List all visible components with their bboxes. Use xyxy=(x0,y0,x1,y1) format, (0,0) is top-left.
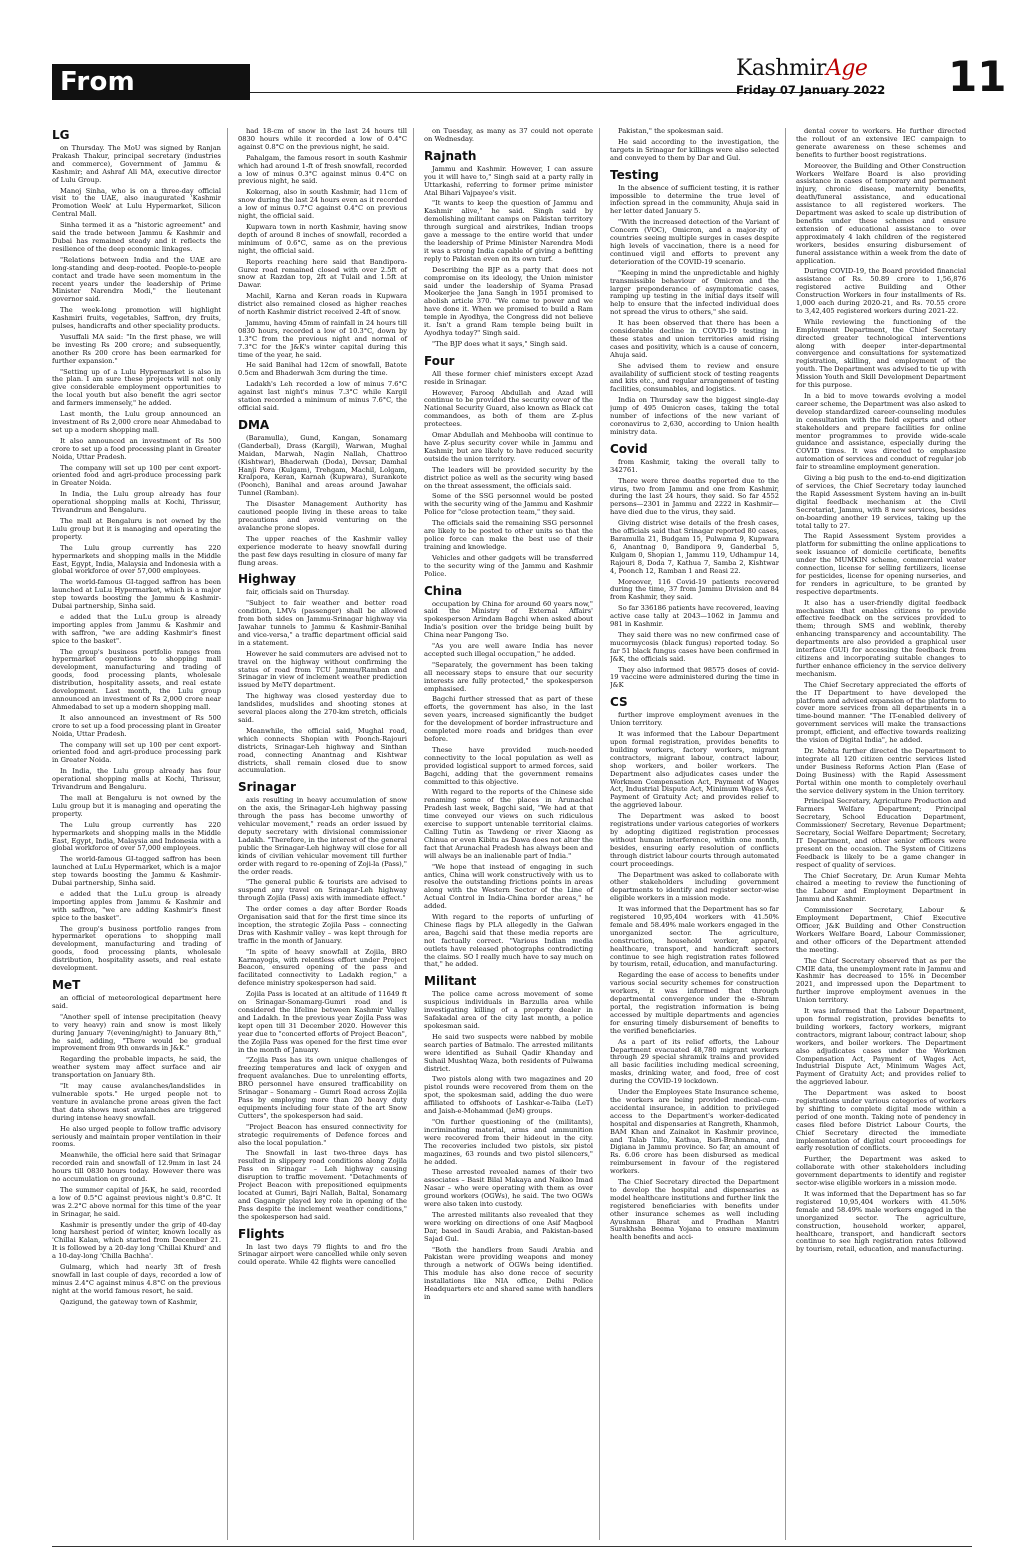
article-paragraph: India on Thursday saw the biggest single-day jump of 495 Omicron cases, taking the total number of infections of the new variant of coronavirus to 2,630, according to Union health ministry data. xyxy=(610,396,779,436)
article-paragraph: "On further questioning of the (militants), incriminating material, arms and ammunition were recovered from their hideout in the city. The recoveries included two pistols, six pistol magazines, 63 rounds and two pistol silencers," he added. xyxy=(424,1117,593,1166)
article-paragraph: Zojila Pass is located at an altitude of 11649 ft on Srinagar-Sonamarg-Gumri road and is considered the lifeline between Kashmir Valley and Ladakh. In the previous year Zojila Pass was kept open till 31 December 2020. However this year due to "concerted efforts of Project Beacon", the Zojila Pass was opened for the first time ever in the month of January. xyxy=(238,990,407,1054)
dateline: Friday 07 January 2022 xyxy=(736,83,886,97)
article-paragraph: "Project Beacon has ensured connectivity for strategic requirements of Defence forces and also the local population." xyxy=(238,1122,407,1147)
article-paragraph: "The general public & tourists are advised to suspend any travel on Srinagar-Leh highway through Zojila (Pass) axis with immediate effect." xyxy=(238,878,407,903)
article-heading: CS xyxy=(610,695,628,710)
article-paragraph: All these former chief ministers except Azad reside in Srinagar. xyxy=(424,369,593,386)
article-heading: Testing xyxy=(610,167,659,182)
article-paragraph: The week-long promotion will highlight Kashmiri fruits, vegetables, Saffron, dry fruits, pulses, handicrafts and other speciality products. xyxy=(52,306,221,331)
article-paragraph: Giving a big push to the end-to-end digitization of services, the Chief Secretary today launched the Rapid Assessment System having an in-built digital feedback mechanism at the Civil Secretariat, Jammu, with 8 new services, besides on-boarding another 19 services, taking up the total tally to 27. xyxy=(796,474,966,530)
article-paragraph: had 18-cm of snow in the last 24 hours till 0830 hours while it recorded a low of 0.4°C against 0.8°C on the previous night, he said. xyxy=(238,128,407,151)
article-paragraph: Kokernag, also in south Kashmir, had 11cm of snow during the last 24 hours even as it recorded a low of minus 0.7°C against 0.4°C on previous night, the official said. xyxy=(238,188,407,221)
article-paragraph: In the absence of sufficient testing, it is rather impossible to determine the true level of infection spread in the community, Ahuja said in her letter dated January 5. xyxy=(610,183,779,216)
article-paragraph: fair, officials said on Thursday. xyxy=(246,588,350,597)
article-paragraph: The order comes a day after Border Roads Organisation said that for the first time since its inception, the strategic Zojila Pass – connecting Dras with Kashmir valley – was kept through for traffic in the month of January. xyxy=(238,905,407,945)
masthead xyxy=(736,56,936,97)
article-paragraph: However he said commuters are advised not to travel on the highway without confirming the status of road from TCU Jammu/Ramban and Srinagar in view of inclement weather prediction issued by MeTY department. xyxy=(238,649,407,690)
page-number: 11 xyxy=(948,52,1007,101)
article-paragraph: Principal Secretary, Agriculture Production and Farmers Welfare Department; Principal Secretary, School Education Department, Commissioner/ Secretary, Revenue Department; Secretary, Social Welfare Department; Secretary, IT Department, and other senior officers were present on the occasion. The System of Citizens Feedback is likely to be a game changer in respect of quality of services. xyxy=(796,797,966,869)
article-heading: MeT xyxy=(52,978,81,992)
article-paragraph: Under the Employees State Insurance scheme, the workers are being provided medical-cum-accidental insurance, in addition to privileged access to the Department's worker-dedicated hospital and dispensaries at Rangreth, Khanmoh, BAM Khan and Zainakot in Kashmir province, and Talab Tillo, Kathua, Bari-Brahmana, and Digiana in Jammu province. So far, an amount of Rs. 6.06 crore has been disbursed as medical reimbursement in favour of the registered workers. xyxy=(610,1088,779,1176)
article-paragraph: The world-famous GI-tagged saffron has been launched at LuLu Hypermarket, which is a major step towards boosting the Jammu & Kashmir-Dubai partnership, Sinha said. xyxy=(52,855,221,888)
article-paragraph: These arrested revealed names of their two associates – Basit Bilal Makaya and Naikoo Imad Nasar – who were operating with them as over ground workers (OGWs), he said. The two OGWs were also taken into custody. xyxy=(424,1168,593,1209)
article-paragraph: The highway was closed yesterday due to landslides, mudslides and shooting stones at several places along the 270-km stretch, officials said. xyxy=(238,692,407,724)
article-paragraph: It was informed that the Labour Department upon formal registration, provides benefits to building workers, factory workers, migrant contractors, migrant labour, contract labour, shop workers, and boiler workers. The Department also adjudicates cases under the Workmen Compensation Act, Payment of Wages Act, Industrial Dispute Act, Minimum Wages Act, Payment of Gratuity Act; and provides relief to the aggrieved labour. xyxy=(610,730,779,810)
article-paragraph: "Keeping in mind the unpredictable and highly transmissible behaviour of Omicron and the larger preponderance of asymptomatic cases, ramping up testing in the initial days itself will help to ensure that the infected individual does not spread the virus to others," she said. xyxy=(610,268,779,317)
article-paragraph: The officials said the remaining SSG personnel are likely to be posted to other units so that the police force can make the best use of their training and knowledge. xyxy=(424,519,593,551)
article-heading: LG xyxy=(52,128,70,142)
article-paragraph: Meanwhile, the official here said that Srinagar recorded rain and snowfall of 12.9mm in last 24 hours till 0830 hours today. However there was no accumulation on ground. xyxy=(52,1151,221,1184)
article-paragraph: The company will set up 100 per cent export-oriented food and agri-produce processing park in Greater Noida. xyxy=(52,740,221,765)
article-paragraph: Reports reaching here said that Bandipora-Gurez road remained closed with over 2.5ft of snow at Razdan top, 2ft at Tulail and 1.5ft at Dawar. xyxy=(238,257,407,290)
article-paragraph: The Lulu group currently has 220 hypermarkets and shopping malls in the Middle East, Egypt, India, Malaysia and Indonesia with a global workforce of over 57,000 employees. xyxy=(52,820,221,853)
article-paragraph: The Department was asked to collaborate with other stakeholders including government departments to identify and register sector-wise eligible workers in a mission mode. xyxy=(610,870,779,903)
article-paragraph: With regard to the reports of unfurling of Chinese flags by PLA allegedly in the Galwan area, Bagchi said that these media reports are not factually correct. "Various Indian media outlets have released photographs contradicting the claims. SO I really much have to say much on that," he added. xyxy=(424,913,593,969)
article-paragraph: Qazigund, the gateway town of Kashmir, xyxy=(60,1297,198,1306)
article-paragraph: Vehicles and other gadgets will be transferred to the security wing of the Jammu and Kashmir Police. xyxy=(424,553,593,578)
article-paragraph: The police came across movement of some suspicious individuals in Barzulla area while investigating killing of a property dealer in Safakadal area of the city last month, a police spokesman said. xyxy=(424,990,593,1030)
article-paragraph: Commissioner Secretary, Labour & Employment Department, Chief Executive Officer, J&K Building and Other Construction Workers Welfare Board, Labour Commissioner, and other officers of the Department attended the meeting. xyxy=(796,906,966,954)
article-paragraph: Ladakh's Leh recorded a low of minus 7.6°C against last night's minus 7.3°C while Kargil station recorded a minimum of minus 7.6°C, the official said. xyxy=(238,380,407,412)
article-paragraph: Giving district wise details of the fresh cases, the officials said that Srinagar reported 80 cases, Baramulla 21, Budgam 15, Pulwama 9, Kupwara 6, Anantnag 0, Bandipora 9, Ganderbal 5, Kulgam 0, Shopian 1, Jammu 119, Udhampur 14, Rajouri 8, Doda 7, Kathua 7, Samba 2, Kishtwar 4, Poonch 12, Ramban 1 and Reasi 22. xyxy=(610,519,779,575)
article-paragraph: Manoj Sinha, who is on a three-day official visit to the UAE, also inaugurated 'Kashmir Promotion Week' at Lulu Hypermarket, Silicon Central Mall. xyxy=(52,186,221,219)
article-paragraph: They said there was no new confirmed case of mucormycosis (black fungus) reported today. So far 51 black fungus cases have been confirmed in J&K, the officials said. xyxy=(610,630,779,663)
article-paragraph: "It may cause avalanches/landslides in vulnerable spots." He urged people not to venture in avalanche prone areas given the fact that data shows most avalanches are triggered during intense heavy snowfall. xyxy=(52,1082,221,1122)
newspaper-logo xyxy=(736,56,936,81)
article-paragraph: It also announced an investment of Rs 500 crore to set up a food processing plant in Greater Noida, Uttar Pradesh. xyxy=(52,713,221,738)
article-paragraph: During COVID-19, the Board provided financial assistance of Rs. 50.89 crore to 1,56,876 registered active Building and Other Construction Workers in four installments of Rs. 1,000 each during 2020-21, and Rs. 70.55 crore to 3,42,405 registered workers during 2021-22. xyxy=(796,267,966,315)
article-paragraph: Further, the Department was asked to collaborate with other stakeholders including government departments to identify and register sector-wise eligible workers in a mission mode. xyxy=(796,1155,966,1188)
article-paragraph: further improve employment avenues in the Union territory. xyxy=(610,711,779,728)
article-heading: Militant xyxy=(424,974,477,989)
article-paragraph: Meanwhile, the official said, Mughal road, which connects Shopian with Poonch-Rajouri districts, Srinagar-Leh highway and Sinthan road, connecting Anantnag and Kishtwar districts, shall remain closed due to snow accumulation. xyxy=(238,726,407,775)
article-paragraph: Moreover, 116 Covid-19 patients recovered during the time, 37 from Jammu Division and 84 from Kashmir, they said. xyxy=(610,577,779,602)
article-paragraph: The Disaster Management Authority has cautioned people living in these areas to take precautions and avoid venturing on the avalanche prone slopes. xyxy=(238,500,407,532)
logo-kashmir: Kashmir xyxy=(736,56,826,81)
article-paragraph: "Zojila Pass has its own unique challenges of freezing temperatures and lack of oxygen and frequent avalanches. Due to unrelenting efforts, BRO personnel have ensured trafficability on Srinagar – Sonamarg – Gumri Road across Zojila Pass by employing more than 20 heavy duty equipments including four state of the art Snow Cutters", the spokesperson had said. xyxy=(238,1056,407,1120)
article-paragraph: axis resulting in heavy accumulation of snow on the axis, the Srinagar-Leh highway passing through the pass has become unworthy of vehicular movement," reads an order issued by deputy secretary with divisional commissioner Ladakh. "Therefore, in the interest of the general public the Srinagar-Leh highway will close for all kinds of civilian vehicular movement till further order with regard to re-opening of Zoji-la (Pass)," the order reads. xyxy=(238,796,407,876)
article-paragraph: "Subject to fair weather and better road condition, LMVs (passenger) shall be allowed from both sides on Jammu-Srinagar highway via Jawahar tunnels to Jammu & Kashmir-Banihal and vice-versa," a traffic department official said in a statement. xyxy=(238,599,407,647)
article-paragraph: Some of the SSG personnel would be posted with the security wing of the Jammu and Kashmir Police for "close protection team," they said. xyxy=(424,492,593,517)
article-paragraph: "Another spell of intense precipitation (heavy to very heavy) rain and snow is most likely during January 7(evening/night) to January 8th," he said, adding, "There would be gradual improvement from 9th onwards in J&K." xyxy=(52,1012,221,1053)
article-paragraph: These have provided much-needed connectivity to the local population as well as provided logistical support to armed forces, said Bagchi, adding that the government remains committed to this objective. xyxy=(424,745,593,786)
article-paragraph: an official of meteorological department here said. xyxy=(52,994,221,1010)
article-paragraph: It has been observed that there has been a considerable decline in COVID-19 testing in these states and union territories amid rising cases and positivity, which is a cause of concern, Ahuja said. xyxy=(610,319,779,359)
article-paragraph: Describing the BJP as a party that does not compromise on its ideology, the Union minister said under the leadership of Syama Prasad Mookerjee the Jana Sangh in 1951 promised to abolish article 370. "We came to power and we have done it. When we promised to build a Ram temple in Ayodhya, the Congress did not believe it. Isn't a grand Ram temple being built in Ayodhya today?" Singh said. xyxy=(424,265,593,337)
article-heading: DMA xyxy=(238,417,270,432)
article-paragraph: from Kashmir, taking the overall tally to 342761. xyxy=(610,457,779,474)
article-columns xyxy=(52,128,972,1540)
article-paragraph: It was informed that the Department has so far registered 10,95,404 workers with 41.50% female and 58.49% male workers engaged in the unorganized sector. The agriculture, construction, household worker, apparel, healthcare, transport, and handicraft sectors continue to see high registration rates followed by tourism, retail, education, and manufacturing. xyxy=(796,1190,966,1254)
article-paragraph: Pakistan," the spokesman said. xyxy=(618,128,724,135)
article-paragraph: He also urged people to follow traffic advisory seriously and maintain proper ventilation in their rooms. xyxy=(52,1124,221,1149)
article-paragraph: e added that the LuLu group is already importing apples from Jammu & Kashmir and with saffron, "we are adding Kashmir's finest spice to the basket". xyxy=(52,889,221,922)
article-paragraph: In last two days 79 flights to and fro the Srinagar airport were cancelled while only seven could operate. While 42 flights were cancelled xyxy=(238,1242,407,1267)
article-paragraph: While reviewing the functioning of the Employment Department, the Chief Secretary directed greater technological interventions along with deeper inter-departmental convergence and consultations for systematized registration, skilling, and employment of the youth. The Department was advised to tie up with Mission Youth and Skill Development Department for this purpose. xyxy=(796,317,966,390)
article-paragraph: "Relations between India and the UAE are long-standing and deep-rooted. People-to-people contact and trade have seen momentum in the recent years under the leadership of Prime Minister Narendra Modi," the lieutenant governor said. xyxy=(52,255,221,304)
article-paragraph: The arrested militants also revealed that they were working on directions of one Asif Maqbool Dar, based in Saudi Arabia, and Pakistan-based Sajad Gul. xyxy=(424,1210,593,1243)
article-paragraph: "Setting up of a Lulu Hypermarket is also in the plan. I am sure these projects will not only give considerable employment opportunities to the local youth but also benefit the agri sector and farmers immensely," he added. xyxy=(52,367,221,408)
article-paragraph: He said according to the investigation, the targets in Srinagar for killings were also selected and conveyed to them by Dar and Gul. xyxy=(610,137,779,162)
article-paragraph: Omar Abdullah and Mehbooba will continue to have Z-plus security cover while in Jammu and Kashmir, but are likely to have reduced security outside the union territory. xyxy=(424,431,593,463)
column-3 xyxy=(424,128,600,1540)
article-paragraph: It was informed that the Labour Department, upon formal registration, provides benefits to building workers, factory workers, migrant contractors, migrant labour, contract labour, shop workers, and boiler workers. The Department also adjudicates cases under the Workmen Compensation Act, Payment of Wages Act, Industrial Dispute Act, Minimum Wages Act, Payment of Gratuity Act; and provides relief to the aggrieved labour. xyxy=(796,1007,966,1087)
article-paragraph: "With the increased detection of the Variant of Concern (VOC), Omicron, and a major-ity of countries seeing multiple surges in cases despite high levels of vaccination, there is a need for continued vigil and efforts to prevent any deterioration of the COVID-19 scenario. xyxy=(610,218,779,266)
article-paragraph: e added that the LuLu group is already importing apples from Jammu & Kashmir and with saffron, "we are adding Kashmir's finest spice to the basket". xyxy=(52,612,221,645)
article-paragraph: The upper reaches of the Kashmir valley experience moderate to heavy snowfall during the past few days resulting in closure of many far flung areas. xyxy=(238,534,407,567)
article-paragraph: The Department was asked to boost registrations under various categories of workers by shifting to complete digital mode within a period of one month. Taking note of pendency in cases filed before District Labour Courts, the Chief Secretary directed the immediate implementation of digital court proceedings for early resolution of conflicts. xyxy=(796,1089,966,1153)
article-paragraph: As a part of its relief efforts, the Labour Department evacuated 48,780 migrant workers through 29 special shramik trains and provided all basic facilities including medical screening, masks, drinking water, and food, free of cost during the COVID-19 lockdown. xyxy=(610,1037,779,1086)
footer-rule xyxy=(52,1546,972,1547)
article-paragraph: He said Banihal had 12cm of snowfall, Batote 0.5cm and Bhaderwah 3cm during the time. xyxy=(238,361,407,378)
article-paragraph: The Lulu group currently has 220 hypermarkets and shopping malls in the Middle East, Egypt, India, Malaysia and Indonesia with a global workforce of over 57,000 employees. xyxy=(52,543,221,576)
article-paragraph: Jammu, having 45mm of rainfall in 24 hours till 0830 hours, recorded a low of 10.3°C, down by 1.3°C from the previous night and normal of 7.3°C for the J&K's winter capital during this time of the year, he said. xyxy=(238,318,407,359)
article-paragraph: Jammu and Kashmir. However, I can assure you it will have to," Singh said at a party rally in Uttarkashi, referring to former prime minister Atal Bihari Vajpayee's visit. xyxy=(424,164,593,197)
article-heading: China xyxy=(424,583,463,598)
article-paragraph: Moreover, the Building and Other Construction Workers Welfare Board is also providing assistance in cases of temporary and permanent injury, chronic disease, maternity benefits, death/funeral assistance, and educational assistance to all registered workers. The Department was asked to scale up distribution of benefits under these schemes and ensure extension of educational assistance to over approximately 4 lakh children of the registered workers, besides ensuring disbursement of funeral assistance within a week from the date of application. xyxy=(796,161,966,265)
article-paragraph: "The BJP does what it says," Singh said. xyxy=(432,339,568,348)
article-paragraph: Kupwara town in north Kashmir, having snow depth of around 8 inches of snowfall, recorded a minimum of 0.6°C, same as on the previous night, the official said. xyxy=(238,222,407,255)
article-paragraph: The Chief Secretary directed the Department to develop the hospital and dispensaries as model healthcare institutions and further link the registered beneficiaries with benefits under other insurance schemes as well including Ayushman Bharat and Pradhan Mantri Surakhsha Beema Yojana to ensure maximum health benefits and acci- xyxy=(610,1178,779,1242)
article-paragraph: "It wants to keep the question of Jammu and Kashmir alive," he said. Singh said by demolishing militant camps on Pakistan territory through surgical and airstrikes, Indian troops gave a message to the entire world that under the leadership of Prime Minister Narendra Modi it was a strong India capable of giving a befitting reply to Pakistan even on its own turf. xyxy=(424,199,593,263)
article-heading: Srinagar xyxy=(238,780,296,795)
article-paragraph: Yusuffali MA said: "In the first phase, we will be investing Rs 200 crore; and subsequently, another Rs 200 crore has been earmarked for further expansion." xyxy=(52,332,221,365)
article-paragraph: Kashmir is presently under the grip of 40-day long harshest period of winter, known locally as 'Chillai Kalan, which started from December 21. It is followed by a 20-day long 'Chillai Khurd' and a 10-day-long 'Chilla Bachha'. xyxy=(52,1220,221,1261)
article-paragraph: The leaders will be provided security by the district police as well as the security wing based on the threat assessment, the officials said. xyxy=(424,465,593,490)
article-paragraph: Machil, Karna and Keran roads in Kupwara district also remained closed as higher reaches of north Kashmir district received 2-4ft of snow. xyxy=(238,292,407,317)
article-paragraph: They also informed that 98575 doses of covid-19 vaccine were administered during the time in J&K xyxy=(610,665,779,690)
article-paragraph: The Snowfall in last two-three days has resulted in slippery road conditions along Zojila Pass on Srinagar – Leh highway causing disruption to traffic movement. "Detachments of Project Beacon with prepositioned equipments located at Gumri, Bajri Nallah, Baltal, Sonamarg and Gagangir played key role in opening of the Pass despite the inclement weather conditions," the spokesperson had said. xyxy=(238,1149,407,1221)
article-paragraph: He said two suspects were nabbed by mobile search parties of Batmalo. The arrested militants were identified as Suhail Qadir Khanday and Suhail Mushtaq Waza, both residents of Pulwama district. xyxy=(424,1032,593,1073)
article-paragraph: The mall at Bengaluru is not owned by the Lulu group but it is managing and operating the property. xyxy=(52,516,221,541)
article-heading: Rajnath xyxy=(424,148,477,163)
article-paragraph: Last month, the Lulu group announced an investment of Rs 2,000 crore near Ahmedabad to set up a modern shopping mall. xyxy=(52,410,221,434)
article-paragraph: The mall at Bengaluru is not owned by the Lulu group but it is managing and operating the property. xyxy=(52,793,221,818)
column-4 xyxy=(610,128,786,1540)
article-paragraph: So far 336186 patients have recovered, leaving active case tally at 2043—1062 in Jammu and 981 in Kashmir. xyxy=(610,604,779,629)
article-paragraph: on Tuesday, as many as 37 could not operate on Wednesday. xyxy=(424,128,593,143)
column-5 xyxy=(796,128,972,1540)
article-heading: Flights xyxy=(238,1226,285,1241)
article-paragraph: occupation by China for around 60 years now," said the Ministry of External Affairs' spokesperson Arindam Bagchi when asked about India's position over the bridge being built by China near Pangong Tso. xyxy=(424,599,593,640)
article-paragraph: With regard to the reports of the Chinese side renaming some of the places in Arunachal Pradesh last week, Bagchi said, "We had at that time conveyed our views on such ridiculous exercise to support untenable territorial claims. Calling Tutin as Tawdeng or river Xiaong as Chinua or even Kibitu as Dawa does not alter the fact that Arunachal Pradesh has always been and will always be an inalienable part of India." xyxy=(424,788,593,860)
article-paragraph: The Department was asked to boost registrations under various categories of workers by adopting digitized registration processes without human interference, within one month, besides, ensuring early resolution of conflicts through district labour courts through automated court proceedings. xyxy=(610,812,779,868)
article-paragraph: The Rapid Assessment System provides a platform for submitting the online applications to seek issuance of domicile certificate, benefits under the MUMKIN scheme, commercial water connection, license for selling fertilizers, license for pesticides, license for opening nurseries, and for renders in agriculture, to be granted by respective departments. xyxy=(796,532,966,596)
article-paragraph: The world-famous GI-tagged saffron has been launched at LuLu Hypermarket, which is a major step towards boosting the Jammu & Kashmir-Dubai partnership, Sinha said. xyxy=(52,578,221,611)
article-paragraph: In a bid to move towards evolving a model career scheme, the Department was also asked to develop standardized career-counseling modules in consultation with the field experts and other stakeholders and prepare facilities for online mentor programmes to provide wide-scale guidance and assistance, especially during the COVID times. It was directed to emphasize automation of services and conduct of regular job fair to streamline employment generation. xyxy=(796,392,966,472)
article-paragraph: Bagchi further stressed that as part of these efforts, the government has also, in the last seven years, increased significantly the budget for the development of border infrastructure and completed more roads and bridges than ever before. xyxy=(424,695,593,743)
article-paragraph: It was informed that the Department has so far registered 10,95,404 workers with 41.50% female and 58.49% male workers engaged in the unorganized sector. The agriculture, construction, household worker, apparel, healthcare, transport, and handicraft sectors continue to see high registration rates followed by tourism, retail, education, and manufacturing. xyxy=(610,905,779,969)
article-paragraph: (Baramulla), Gund, Kangan, Sonamarg (Ganderbal), Drass (Kargil), Warwan, Mughal Maidan, Marwah, Nagin Nallah, Chattroo (Kishtwar), Bhaderwah (Doda), Devsar, Damhal Hanji Pora (Kulgam), Trehgam, Machil, Lolgam, Kralpora, Keran, Karnah (Kupwara), Surankote (Poonch), Banihal and areas around Jawahar Tunnel (Ramban). xyxy=(238,433,407,498)
logo-age: Age xyxy=(825,56,868,81)
section-banner: From Page....01 xyxy=(52,64,250,100)
article-paragraph: "Both the handlers from Saudi Arabia and Pakistan were providing weapons and money through a network of OGWs being identified. This module has also done recce of security installations like NIA office, Delhi Police Headquarters etc and shared same with handlers in xyxy=(424,1245,593,1301)
article-paragraph: "In spite of heavy snowfall at Zojila, BRO Karmayogis, with relentless effort under Project Beacon, ensured opening of the pass and facilitated connectivity to Ladakh region," a defence ministry spokesperson had said. xyxy=(238,947,407,988)
article-paragraph: In India, the Lulu group already has four operational shopping malls at Kochi, Thrissur, Trivandrum and Bengaluru. xyxy=(52,490,221,515)
column-2 xyxy=(238,128,414,1540)
article-paragraph: The group's business portfolio ranges from hypermarket operations to shopping mall development, manufacturing and trading of goods, food processing plants, wholesale distribution, hospitality assets, and real estate development. xyxy=(52,924,221,973)
article-paragraph: Two pistols along with two magazines and 20 pistol rounds were recovered from them on the spot, the spokesman said, adding the duo were affiliated to offshoots of Lashkar-e-Taiba (LeT) and Jaish-e-Mohammad (JeM) groups. xyxy=(424,1075,593,1116)
article-paragraph: "As you are well aware India has never accepted such illegal occupation," he added. xyxy=(424,642,593,658)
article-paragraph: on Thursday. The MoU was signed by Ranjan Prakash Thakur, principal secretary (industries and commerce), Government of Jammu & Kashmir; and Ashraf Ali MA, executive director of Lulu Group. xyxy=(52,144,221,184)
article-paragraph: dental cover to workers. He further directed the rollout of an extensive IEC campaign to generate awareness on these schemes and benefits to further boost registrations. xyxy=(796,128,966,159)
article-paragraph: The company will set up 100 per cent export-oriented food and agri-produce processing park in Greater Noida. xyxy=(52,463,221,488)
article-paragraph: It also announced an investment of Rs 500 crore to set up a food processing plant in Greater Noida, Uttar Pradesh. xyxy=(52,436,221,461)
article-paragraph: The summer capital of J&K, he said, recorded a low of 0.5°C against previous night's 0.8°C. It was 2.2°C above normal for this time of the year in Srinagar, he said. xyxy=(52,1185,221,1218)
article-paragraph: Regarding the probable impacts, he said, the weather system may affect surface and air transportation on January 8th. xyxy=(52,1055,221,1080)
article-paragraph: It also has a user-friendly digital feedback mechanism that enables citizens to provide effective feedback on the services provided to them; through SMS and weblink, thereby enhancing transparency and accountability. The departments are also provided a graphical user interface (GUI) for accessing the feedback from citizens and incorporating suitable changes to further enhance efficiency in the service delivery mechanism. xyxy=(796,598,966,678)
article-paragraph: However, Farooq Abdullah and Azad will continue to be provided the security cover of the National Security Guard, also known as Black cat commandoes, as both of them are Z-plus protectees. xyxy=(424,388,593,429)
article-paragraph: Dr. Mehta further directed the Department to integrate all 120 citizen centric services listed under Business Reforms Action Plan (Ease of Doing Business) with the Rapid Assessment Portal within one month to completely overhaul the service delivery system in the Union territory. xyxy=(796,746,966,795)
article-paragraph: Sinha termed it as a "historic agreement" and said the trade between Jammu & Kashmir and Dubai has remained steady and it reflects the resilience of the deep economic linkages. xyxy=(52,221,221,253)
article-paragraph: The Chief Secretary, Dr. Arun Kumar Mehta chaired a meeting to review the functioning of the Labour and Employment Department in Jammu and Kashmir. xyxy=(796,871,966,904)
article-paragraph: Regarding the ease of access to benefits under various social security schemes for construction workers, it was informed that through departmental convergence under the e-Shram portal, the registration information is being accessed by multiple departments and agencies for ensuring timely disbursement of benefits to the verified beneficiaries. xyxy=(610,971,779,1035)
article-paragraph: The group's business portfolio ranges from hypermarket operations to shopping mall development, manufacturing and trading of goods, food processing plants, wholesale distribution, hospitality assets, and real estate development. Last month, the Lulu group announced an investment of Rs 2,000 crore near Ahmedabad to set up a modern shopping mall. xyxy=(52,647,221,711)
article-paragraph: In India, the Lulu group already has four operational shopping malls at Kochi, Thrissur, Trivandrum and Bengaluru. xyxy=(52,767,221,792)
article-paragraph: Pahalgam, the famous resort in south Kashmir which had around 1-ft of fresh snowfall, recorded a low of minus 0.3°C against minus 0.4°C on previous night, he said. xyxy=(238,153,407,186)
article-heading: Covid xyxy=(610,441,648,456)
article-heading: Highway xyxy=(238,572,296,587)
article-paragraph: There were three deaths reported due to the virus, two from Jammu and one from Kashmir, during the last 24 hours, they said. So far 4552 persons—2301 in Jammu and 2222 in Kashmir—have died due to the virus, they said. xyxy=(610,476,779,517)
article-heading: Four xyxy=(424,353,455,368)
article-paragraph: "We hope that instead of engaging in such antics, China will work constructively with us to resolve the outstanding frictions points in areas along with the Western Sector of the Line of Actual Control in India-China border areas," he added. xyxy=(424,862,593,911)
article-paragraph: "Separately, the government has been taking all necessary steps to ensure that our security interests are fully protected," the spokesperson emphasised. xyxy=(424,660,593,693)
article-paragraph: She advised them to review and ensure availability of sufficient stock of testing reagents and kits etc., and regular arrangement of testing facilities, consumables, and logistics. xyxy=(610,361,779,394)
column-1 xyxy=(52,128,228,1540)
article-paragraph: The Chief Secretary appreciated the efforts of the IT Department to have developed the platform and advised expansion of the platform to cover more services from all departments in a time-bound manner. "The IT-enabled delivery of government services will make the transactions prompt, efficient, and effective towards realizing the vision of Digital India", he added. xyxy=(796,680,966,745)
article-paragraph: Gulmarg, which had nearly 3ft of fresh snowfall in last couple of days, recorded a low of minus 2.4°C against minus 4.8°C on the previous night at the world famous resort, he said. xyxy=(52,1263,221,1295)
article-paragraph: The Chief Secretary observed that as per the CMIE data, the unemployment rate in Jammu and Kashmir has decreased to 15% in December 2021, and impressed upon the Department to further improve employment avenues in the Union territory. xyxy=(796,956,966,1005)
